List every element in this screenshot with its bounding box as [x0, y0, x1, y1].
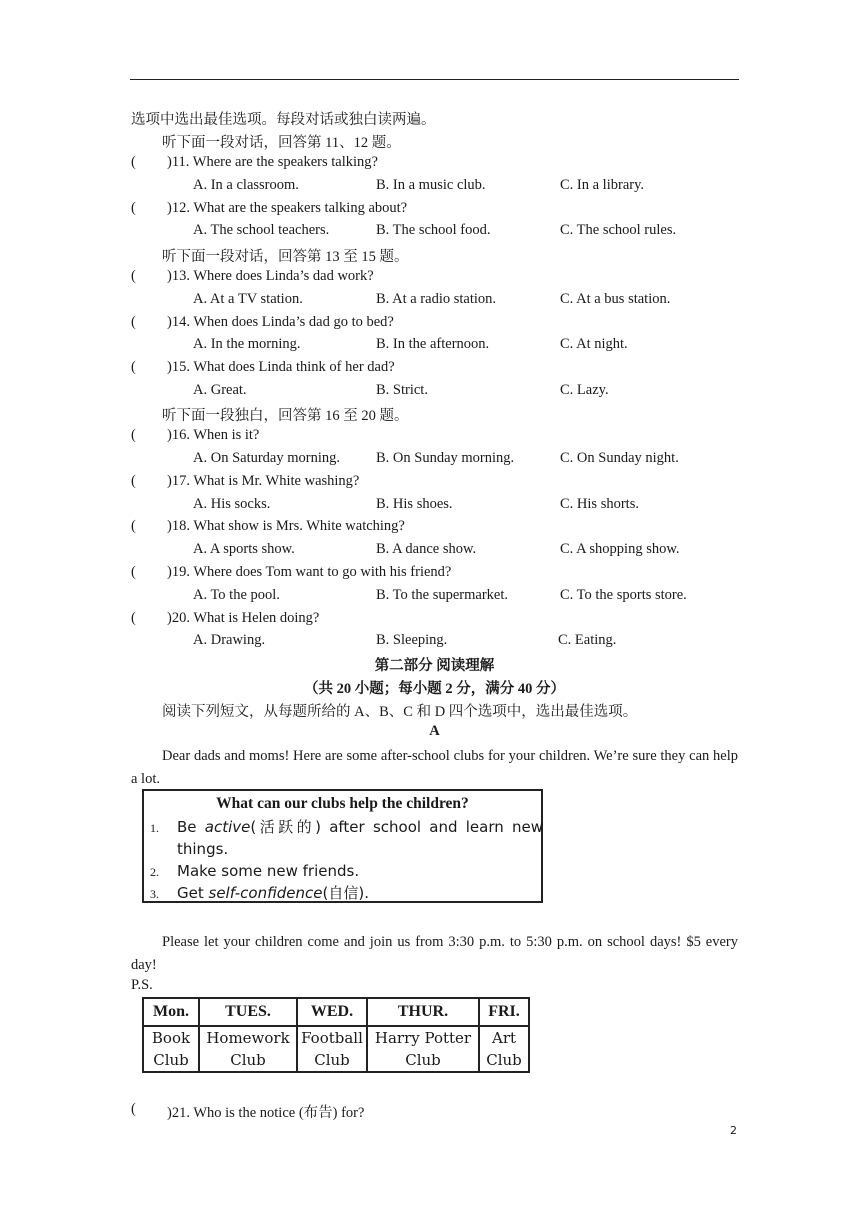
table-cell: Book Club	[143, 1026, 199, 1072]
answer-blank[interactable]: (	[131, 564, 136, 580]
header-rule	[130, 79, 739, 80]
dialogue-2-instruction: 听下面一段对话，回答第 13 至 15 题。	[162, 249, 409, 265]
table-header-row	[143, 998, 529, 1026]
question-text: )19. Where does Tom want to go with his friend?	[167, 564, 452, 580]
answer-blank[interactable]: (	[131, 200, 136, 216]
answer-blank[interactable]: (	[131, 268, 136, 284]
table-header: FRI.	[479, 998, 529, 1026]
option-a: A. At a TV station.	[193, 291, 303, 307]
answer-blank[interactable]: (	[131, 1101, 136, 1117]
part2-instruction: 阅读下列短文，从每题所给的 A、B、C 和 D 四个选项中，选出最佳选项。	[162, 704, 638, 720]
clubs-benefits-box	[142, 789, 543, 903]
option-c: C. Lazy.	[560, 382, 609, 398]
list-number: 1.	[150, 821, 159, 835]
option-a: A. In a classroom.	[193, 177, 299, 193]
list-text: Be active(活跃的) after school and learn new things.	[177, 818, 543, 858]
option-a: A. Drawing.	[193, 632, 266, 648]
question-text: )16. When is it?	[167, 427, 260, 443]
list-number: 2.	[150, 865, 159, 879]
list-text: Get self-confidence(自信).	[177, 884, 369, 902]
list-number: 3.	[150, 887, 159, 901]
table-cell: Art Club	[479, 1026, 529, 1072]
table-header: TUES.	[199, 998, 297, 1026]
option-a: A. A sports show.	[193, 541, 295, 557]
list-text: Make some new friends.	[177, 862, 360, 880]
passage-paragraph-1: Dear dads and moms! Here are some after-school clubs for your children. We’re sure they can help a lot.	[131, 748, 738, 787]
question-text: )12. What are the speakers talking about?	[167, 200, 408, 216]
answer-blank[interactable]: (	[131, 427, 136, 443]
option-b: B. A dance show.	[376, 541, 477, 557]
question-text: )17. What is Mr. White washing?	[167, 473, 360, 489]
option-c: C. Eating.	[558, 632, 617, 648]
option-a: A. Great.	[193, 382, 247, 398]
answer-blank[interactable]: (	[131, 518, 136, 534]
table-header: Mon.	[143, 998, 199, 1026]
option-c: C. His shorts.	[560, 496, 639, 512]
option-b: B. His shoes.	[376, 496, 453, 512]
answer-blank[interactable]: (	[131, 154, 136, 170]
option-c: C. A shopping show.	[560, 541, 680, 557]
option-c: C. To the sports store.	[560, 587, 687, 603]
monologue-instruction: 听下面一段独白，回答第 16 至 20 题。	[162, 408, 409, 424]
table-row	[143, 1026, 529, 1072]
question-text: )15. What does Linda think of her dad?	[167, 359, 395, 375]
table-cell: Football Club	[297, 1026, 367, 1072]
option-a: A. On Saturday morning.	[193, 450, 340, 466]
part2-subtitle: （共 20 小题；每小题 2 分，满分 40 分）	[304, 681, 565, 697]
answer-blank[interactable]: (	[131, 314, 136, 330]
question-text: )13. Where does Linda’s dad work?	[167, 268, 374, 284]
option-b: B. Sleeping.	[376, 632, 448, 648]
option-b: B. Strict.	[376, 382, 428, 398]
question-text: )20. What is Helen doing?	[167, 610, 320, 626]
page-number: 2	[730, 1124, 737, 1137]
option-a: A. In the morning.	[193, 336, 301, 352]
table-header: THUR.	[367, 998, 479, 1026]
option-b: B. To the supermarket.	[376, 587, 509, 603]
option-c: C. At a bus station.	[560, 291, 671, 307]
question-text: )14. When does Linda’s dad go to bed?	[167, 314, 394, 330]
intro-line: 选项中选出最佳选项。每段对话或独白读两遍。	[131, 112, 436, 128]
answer-blank[interactable]: (	[131, 473, 136, 489]
option-b: B. On Sunday morning.	[376, 450, 515, 466]
dialogue-1-instruction: 听下面一段对话，回答第 11、12 题。	[162, 135, 401, 151]
part2-title: 第二部分 阅读理解	[374, 658, 495, 674]
option-c: C. On Sunday night.	[560, 450, 679, 466]
club-schedule-table	[142, 997, 530, 1073]
ps-label: P.S.	[131, 977, 153, 993]
option-c: C. At night.	[560, 336, 628, 352]
table-header: WED.	[297, 998, 367, 1026]
table-cell: Homework Club	[199, 1026, 297, 1072]
passage-label: A	[429, 723, 440, 739]
question-text: )21. Who is the notice (布告) for?	[167, 1105, 365, 1121]
question-text: )18. What show is Mrs. White watching?	[167, 518, 405, 534]
option-b: B. In the afternoon.	[376, 336, 490, 352]
answer-blank[interactable]: (	[131, 610, 136, 626]
box-title: What can our clubs help the children?	[216, 795, 469, 812]
option-b: B. In a music club.	[376, 177, 486, 193]
option-a: A. The school teachers.	[193, 222, 330, 238]
option-a: A. His socks.	[193, 496, 271, 512]
passage-paragraph-2: Please let your children come and join us from 3:30 p.m. to 5:30 p.m. on school days! $5 every day!	[131, 934, 738, 973]
answer-blank[interactable]: (	[131, 359, 136, 375]
question-text: )11. Where are the speakers talking?	[167, 154, 378, 170]
option-b: B. The school food.	[376, 222, 491, 238]
option-c: C. In a library.	[560, 177, 645, 193]
option-b: B. At a radio station.	[376, 291, 497, 307]
option-c: C. The school rules.	[560, 222, 677, 238]
table-cell: Harry Potter Club	[367, 1026, 479, 1072]
option-a: A. To the pool.	[193, 587, 280, 603]
